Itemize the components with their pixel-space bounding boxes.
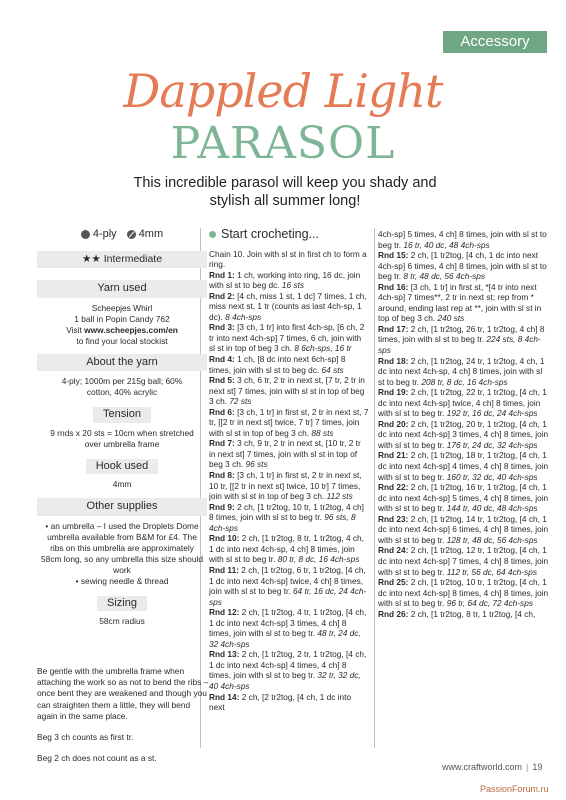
yarn-used-text: Scheepjes Whirl 1 ball in Popin Candy 762 Visit www.scheepjes.com/en to find your local stockist [66,302,178,346]
hook-used-heading: Hook used [86,459,159,475]
section-tag: Accessory [443,31,547,53]
footer-separator: | [526,762,529,772]
difficulty-stars: ★★ [81,252,101,265]
round-text: 2 ch, [1 tr2tog, 12 tr, 1 tr2tog, [4 ch, 1 dc into next 4ch-sp] 7 times, 4 ch] 8 times, join with sl st to beg tr. [378,545,549,577]
stitch-count: 16 sts [281,280,305,291]
stitch-count: 8 4ch-sps [225,311,262,322]
instruction-round [378,482,550,514]
bullet-dot-icon [209,231,216,238]
round-text: 2 ch, [1 tr2tog, 24 tr, 1 tr2tog, 4 ch, 1 dc into next 4ch-sp, 4 ch] 8 times, join with sl st to beg tr. [378,355,545,387]
sizing-heading: Sizing [97,596,147,612]
instructions-column-2 [378,229,550,619]
page-footer [442,762,542,772]
instruction-round [378,577,550,609]
stitch-count: 96 sts, 8 4ch-sps [209,512,356,533]
instruction-round [378,450,550,482]
stitch-count: 96 tr, 64 dc, 72 4ch-sps [446,598,533,609]
round-text: 2 ch, [1 tr2tog, 26 tr, 1 tr2tog, 4 ch] 8 times, join with sl st to beg tr. [378,323,545,345]
instruction-round [378,514,550,546]
round-label: Rnd 26: [378,608,409,619]
difficulty-label: Intermediate [103,252,163,265]
round-text: 2 ch, [1 tr2tog, 14 tr, 1 tr2tog, [4 ch, 1 dc into next 4ch-sp] 6 times, 4 ch] 8 times, join with sl st to beg tr. [378,513,549,545]
stitch-count: 64 sts [321,364,344,375]
round-label: Rnd 21: [378,450,409,461]
round-text: 1 ch, [8 dc into next 6ch-sp] 8 times, join with sl st to beg dc. [209,354,346,375]
stitch-count: 144 tr, 40 dc, 48 4ch-sps [446,503,538,514]
round-text: 2 ch, [1 tr2tog, 10 tr, 1 tr2tog, 4 ch] 8 times, join with sl st to beg tr. [209,501,364,523]
stitch-count: 64 tr, 16 dc, 24 4ch-sps [209,586,367,607]
yarn-url-link[interactable]: www.scheepjes.com/en [84,324,178,335]
stitch-count: 32 tr, 32 dc, 40 4ch-sps [209,670,361,691]
sizing-text: 58cm radius [99,616,145,626]
round-label: Rnd 12: [209,607,240,618]
note-paragraph: Beg 3 ch counts as first tr. [37,732,134,743]
instruction-round [378,545,550,577]
round-text: 2 ch, [1 tr2tog, 18 tr, 1 tr2tog, [4 ch, 1 dc into next 4ch-sp] 4 times, 4 ch] 8 times, join with sl st to beg tr. [378,450,549,482]
round-label: Rnd 14: [209,691,240,702]
instruction-round [209,565,369,607]
round-label: Rnd 16: [378,281,409,292]
left-notes [37,666,212,774]
instruction-round [209,291,369,323]
round-text: 1 ch, working into ring, 16 dc, join with sl st to beg dc. [209,269,361,291]
instruction-round [209,649,369,691]
round-label: Rnd 8: [209,470,235,481]
yarn-weight: 4-ply [81,229,117,241]
round-text: Chain 10. Join with sl st in first ch to form a ring. [209,248,367,270]
yarn-used-heading: Yarn used [37,280,207,298]
instruction-round [209,249,369,270]
instructions-body [209,249,369,713]
round-label: Rnd 24: [378,545,409,556]
round-text: 2 ch, [1 tr2tog, 16 tr, 1 tr2tog, [4 ch, 1 dc into next 4ch-sp] 5 times, 4 ch] 8 times, join with sl st to beg tr. [378,482,549,514]
about-yarn-text: 4-ply; 1000m per 215g ball; 60% cotton, 40% acrylic [61,376,183,397]
instruction-round [209,438,369,470]
yarn-ball-icon [81,230,90,239]
round-text: [3 ch, 1 tr] into first 4ch-sp, [6 ch, 2 tr into next 4ch-sp] 7 times, 6 ch, join with sl st in top of beg 3 ch. [209,322,365,354]
instruction-round [209,354,369,375]
stitch-count: 48 tr, 24 dc, 32 4ch-sps [209,628,361,649]
round-text: 3 ch, 9 tr, 2 tr in next st, [10 tr, 2 tr in next st] 7 times, join with sl st in top of beg 3 ch. [209,438,361,470]
instruction-round [378,356,550,388]
round-text: [3 ch, 1 tr] in first st, *[4 tr into next 4ch-sp] 7 times**, 2 tr in next st; rep from * around, ending last rep at **, join with sl st in top of beg 3 ch. [378,281,542,324]
round-text: 2 ch, [2 tr2tog, [4 ch, 1 dc into next [209,691,352,713]
crochet-hook-icon [127,230,136,239]
instruction-round [378,250,550,282]
round-text: 2 ch, [1 tr2tog, [4 ch, 1 dc into next 4ch-sp] 6 times, 4 ch] 8 times, join with sl st to beg tr. [378,250,547,282]
round-text: 3 ch, 6 tr, 2 tr in next st, [7 tr, 2 tr in next st] 7 times, join with sl st in top of beg 3 ch. [209,375,365,407]
watermark: PassionForum.ru [480,784,549,794]
stitch-count: 224 sts, 8 4ch-sps [378,334,541,356]
instruction-round [209,502,369,534]
instruction-round [378,419,550,451]
round-text: 2 ch, [1 tr2tog, 4 tr, 1 tr2tog, [4 ch, 1 dc into next 4ch-sp] 3 times, 4 ch] 8 times, join with sl st to beg tr. [209,607,367,639]
instructions-column-1 [209,229,369,713]
stitch-count: 176 tr, 24 dc, 32 4ch-sps [446,439,538,450]
round-label: Rnd 22: [378,482,409,493]
page-title-line2: PARASOL [170,118,396,169]
round-label: Rnd 15: [378,250,409,261]
stitch-count: 16 tr, 40 dc, 48 4ch-sps [403,239,490,250]
instruction-round [209,375,369,407]
round-text: 2 ch, [1 tr2tog, 22 tr, 1 tr2tog, [4 ch, 1 dc into next 4ch-sp] twice, 4 ch] 8 times, join with sl st to beg tr. [378,387,547,419]
stitch-count: 240 sts [437,313,465,324]
stitch-count: 8 tr, 48 dc, 56 4ch-sps [403,271,486,282]
round-text: [4 ch, miss 1 st, 1 dc] 7 times, 1 ch, miss next st, 1 tr (counts as last 4ch-sp, 1 dc). [209,290,367,322]
round-label: Rnd 13: [209,649,240,660]
tension-heading: Tension [93,407,151,423]
yarn-hook-summary [37,229,207,241]
start-crocheting-heading: Start crocheting... [209,229,369,240]
round-label: Rnd 10: [209,533,240,544]
stitch-count: 208 tr, 8 dc, 16 4ch-sps [421,376,508,387]
round-label: Rnd 4: [209,354,235,365]
instructions-body [378,229,550,619]
round-text: 2 ch, [1 tr2tog, 10 tr, 1 tr2tog, [4 ch, 1 dc into next 4ch-sp] 8 times, 4 ch] 8 times, join with sl st to beg tr. [378,577,549,609]
stitch-count: 192 tr, 16 dc, 24 4ch-sps [446,408,538,419]
round-label: Rnd 1: [209,269,235,280]
stitch-count: 112 tr, 56 dc, 64 4ch-sps [446,566,537,577]
stitch-count: 96 sts [245,459,268,470]
round-label: Rnd 18: [378,355,409,366]
round-text: 2 ch, [1 tr2tog, 2 tr, 1 tr2tog, [4 ch, 1 dc into next 4ch-sp] 4 times, 4 ch] 8 times, join with sl st to beg tr. [209,649,367,681]
pattern-info-sidebar [37,229,207,627]
stitch-count: 8 6ch-sps, 16 tr [294,343,352,354]
round-label: Rnd 7: [209,438,235,449]
stitch-count: 72 sts [229,396,252,407]
hook-used-text: 4mm [112,479,132,489]
stitch-count: 128 tr, 48 dc, 56 4ch-sps [446,534,538,545]
round-text: 2 ch, [1 tr2tog, 20 tr, 1 tr2tog, [4 ch, 1 dc into next 4ch-sp] 3 times, 4 ch] 8 times, join with sl st to beg tr. [378,418,549,450]
round-label: Rnd 2: [209,290,235,301]
round-text: 2 ch, [1 tr2tog, 8 tr, 1 tr2tog, 4 ch, 1 dc into next 4ch-sp, 4 ch] 8 times, join with sl st to beg tr. [209,533,364,565]
other-supplies-heading: Other supplies [37,498,207,516]
instruction-round [209,322,369,354]
footer-website[interactable]: www.craftworld.com [442,762,523,772]
stitch-count: 80 tr, 8 dc, 16 4ch-sps [277,554,360,565]
instruction-round [209,533,369,565]
instruction-round [209,692,369,713]
stitch-count: 88 sts [311,427,334,438]
round-label: Rnd 20: [378,418,409,429]
difficulty-badge [37,251,207,269]
round-label: Rnd 19: [378,387,409,398]
instruction-round [378,282,550,324]
stitch-count: 112 sts [326,491,353,502]
round-text: [3 ch, 1 tr] in first st, 2 tr in next st, 7 tr, [[2 tr in next st] twice, 7 tr] 7 times, join with sl st in top of beg 3 ch. [209,406,369,438]
page-number: 19 [532,762,543,772]
instruction-round [209,470,369,502]
round-text: [3 ch, 1 tr] in first st, 2 tr in next st, 10 tr, [[2 tr in next st] twice, 10 tr] 7 times, join with sl st in top of beg 3 ch. [209,470,362,502]
note-paragraph: Beg 2 ch does not count as a st. [37,753,157,764]
instruction-round [378,229,550,250]
supplies-item-needle: • sewing needle & thread [75,575,169,586]
column-divider [374,228,375,748]
subtitle: This incredible parasol will keep you shady and stylish all summer long! [133,175,437,209]
round-text: 2 ch, [1 tr2tog, 8 tr, 1 tr2tog, [4 ch, [410,608,536,619]
instruction-round [209,407,369,439]
supplies-item-umbrella: • an umbrella – I used the Droplets Dome umbrella available from B&M for £4. The ribs on this umbrella are approximately 58cm long, so any umbrella this size should work [41,520,203,575]
tension-text: 9 rnds x 20 sts = 10cm when stretched over umbrella frame [50,427,194,449]
round-label: Rnd 25: [378,577,409,588]
instruction-round [378,387,550,419]
note-paragraph: Be gentle with the umbrella frame when attaching the work so as not to bend the ribs – once bent they are weakened and though you can straighten them a little, they will bend again in the same place. [37,666,209,721]
instruction-round [378,324,550,356]
stitch-count: 160 tr, 32 dc, 40 4ch-sps [446,471,538,482]
round-label: Rnd 5: [209,375,235,386]
round-label: Rnd 17: [378,323,409,334]
round-label: Rnd 6: [209,406,235,417]
page-title-line1: Dappled Light [123,64,443,118]
instruction-round [378,609,550,620]
about-yarn-heading: About the yarn [37,354,207,372]
round-text: 4ch-sp] 5 times, 4 ch] 8 times, join with sl st to beg tr. [378,229,547,250]
instruction-round [209,607,369,649]
round-label: Rnd 11: [209,564,239,575]
instruction-round [209,270,369,291]
round-label: Rnd 9: [209,501,235,512]
hook-size: 4mm [127,229,163,241]
round-text: 2 ch, [1 tr2tog, 6 tr, 1 tr2tog, [4 ch, 1 dc into next 4ch-sp] twice, 4 ch] 8 times, join with sl st to beg tr. [209,564,366,597]
round-label: Rnd 23: [378,513,409,524]
round-label: Rnd 3: [209,322,235,333]
